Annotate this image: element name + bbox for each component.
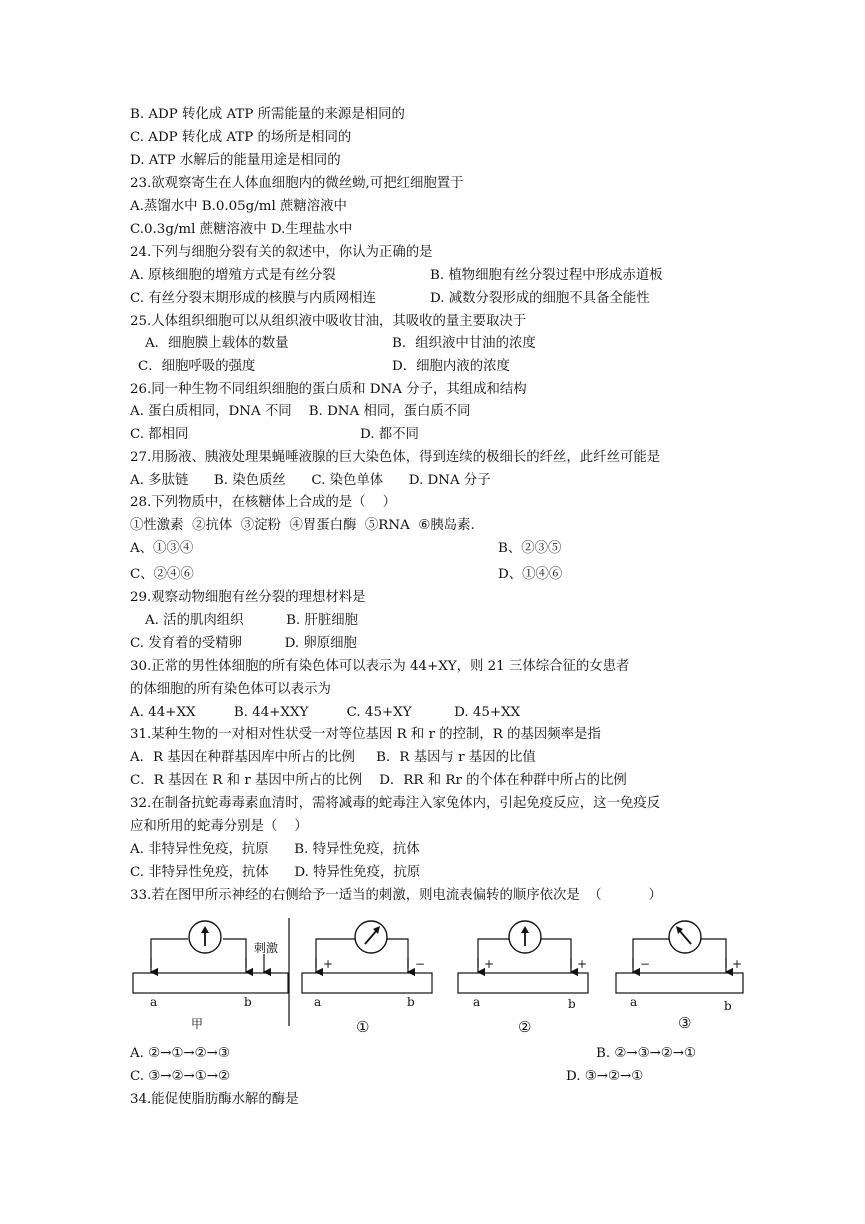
point-a-label: a bbox=[473, 995, 481, 1009]
panel-label-1: ① bbox=[356, 1018, 370, 1036]
point-b-label: b bbox=[568, 997, 576, 1011]
option-a: A. ②→①→②→③ bbox=[130, 1046, 230, 1061]
panel-label-2: ② bbox=[518, 1018, 532, 1036]
panel-1 bbox=[302, 921, 432, 1036]
question-30-cont: 的体细胞的所有染色体可以表示为 bbox=[130, 682, 331, 697]
item-list: ①性激素 ②抗体 ③淀粉 ④胃蛋白酶 ⑤RNA ⑥胰岛素. bbox=[130, 518, 475, 533]
plus-sign: + bbox=[323, 957, 334, 971]
point-a-label: a bbox=[314, 995, 322, 1009]
option-c: C. 都相同 bbox=[130, 427, 189, 442]
option-line: A. 非特异性免疫，抗原 B. 特异性免疫，抗体 bbox=[130, 842, 420, 857]
option-line: D. ATP 水解后的能量用途是相同的 bbox=[130, 153, 341, 168]
question-23: 23.欲观察寄生在人体血细胞内的微丝蚴,可把红细胞置于 bbox=[130, 176, 464, 191]
question-30: 30.正常的男性体细胞的所有染色体可以表示为 44+XY，则 21 三体综合征的女患者 bbox=[130, 659, 630, 674]
question-27: 27.用肠液、胰液处理果蝇唾液腺的巨大染色体，得到连续的极细长的纤丝，此纤丝可能是 bbox=[130, 450, 661, 465]
option-d: D. ③→②→① bbox=[566, 1069, 644, 1084]
panel-jia bbox=[133, 921, 288, 1031]
option-c: C. 有丝分裂末期形成的核膜与内质网相连 bbox=[130, 291, 376, 306]
option-b: B. 植物细胞有丝分裂过程中形成赤道板 bbox=[430, 268, 663, 283]
option-line: C.0.3g/ml 蔗糖溶液中 D.生理盐水中 bbox=[130, 222, 353, 237]
point-b-label: b bbox=[407, 995, 415, 1009]
question-34: 34.能促使脂肪酶水解的酶是 bbox=[130, 1092, 299, 1107]
option-line: C. 非特异性免疫，抗体 D. 特异性免疫，抗原 bbox=[130, 865, 421, 880]
option-line: A. 活的肌肉组织 B. 肝脏细胞 bbox=[145, 613, 359, 628]
option-line: C．R 基因在 R 和 r 基因中所占的比例 D．RR 和 Rr 的个体在种群中所占的比例 bbox=[130, 773, 627, 788]
plus-sign: + bbox=[484, 957, 495, 971]
panel-2 bbox=[458, 921, 588, 1036]
option-a: A、①③④ bbox=[130, 541, 194, 556]
option-d: D. 都不同 bbox=[360, 427, 419, 442]
question-31: 31.某种生物的一对相对性状受一对等位基因 R 和 r 的控制，R 的基因频率是指 bbox=[130, 727, 601, 742]
option-d: D、①④⑥ bbox=[498, 567, 563, 582]
option-c: C. ③→②→①→② bbox=[130, 1069, 230, 1084]
option-a: A．细胞膜上载体的数量 bbox=[145, 336, 289, 351]
point-a-label: a bbox=[630, 995, 638, 1009]
question-32: 32.在制备抗蛇毒毒素血清时，需将减毒的蛇毒注入家兔体内，引起免疫反应，这一免疫反 bbox=[130, 796, 661, 811]
option-line: A. 44+XX B. 44+XXY C. 45+XY D. 45+XX bbox=[130, 705, 521, 720]
question-28: 28.下列物质中，在核糖体上合成的是（ ） bbox=[130, 495, 396, 510]
option-a: A. 原核细胞的增殖方式是有丝分裂 bbox=[130, 268, 336, 283]
option-b: B、②③⑤ bbox=[498, 541, 562, 556]
option-line: C. 发育着的受精卵 D. 卵原细胞 bbox=[130, 636, 357, 651]
question-29: 29.观察动物细胞有丝分裂的理想材料是 bbox=[130, 590, 366, 605]
minus-sign: − bbox=[415, 957, 426, 971]
panel-3 bbox=[616, 921, 743, 1032]
option-line: A.蒸馏水中 B.0.05g/ml 蔗糖溶液中 bbox=[130, 199, 347, 214]
option-line: A. 蛋白质相同，DNA 不同 B. DNA 相同，蛋白质不同 bbox=[130, 404, 471, 419]
option-line: A. 多肽链 B. 染色质丝 C. 染色单体 D. DNA 分子 bbox=[130, 473, 491, 488]
question-26: 26.同一种生物不同组织细胞的蛋白质和 DNA 分子，其组成和结构 bbox=[130, 382, 527, 397]
option-line: C. ADP 转化成 ATP 的场所是相同的 bbox=[130, 130, 352, 145]
option-line: A．R 基因在种群基因库中所占的比例 B．R 基因与 r 基因的比值 bbox=[130, 750, 536, 765]
option-line: B. ADP 转化成 ATP 所需能量的来源是相同的 bbox=[130, 107, 405, 122]
point-b-label: b bbox=[724, 999, 732, 1013]
panel-label-jia: 甲 bbox=[191, 1017, 204, 1031]
question-25: 25.人体组织细胞可以从组织液中吸收甘油，其吸收的量主要取决于 bbox=[130, 314, 527, 329]
question-33: 33.若在图甲所示神经的右侧给予一适当的刺激，则电流表偏转的顺序依次是 （ ） bbox=[130, 888, 662, 903]
stimulus-label: 刺激 bbox=[254, 941, 279, 955]
point-a-label: a bbox=[150, 995, 158, 1009]
option-d: D. 减数分裂形成的细胞不具备全能性 bbox=[430, 291, 650, 306]
option-d: D．细胞内液的浓度 bbox=[392, 359, 510, 374]
plus-sign: + bbox=[577, 957, 588, 971]
plus-sign: + bbox=[732, 957, 743, 971]
option-b: B．组织液中甘油的浓度 bbox=[392, 336, 536, 351]
minus-sign: − bbox=[640, 957, 651, 971]
panel-label-3: ③ bbox=[678, 1014, 692, 1032]
option-c: C．细胞呼吸的强度 bbox=[138, 359, 256, 374]
question-32-cont: 应和所用的蛇毒分别是（ ） bbox=[130, 819, 308, 834]
point-b-label: b bbox=[244, 995, 252, 1009]
option-b: B. ②→③→②→① bbox=[596, 1046, 697, 1061]
option-c: C、②④⑥ bbox=[130, 567, 194, 582]
question-24: 24.下列与细胞分裂有关的叙述中，你认为正确的是 bbox=[130, 245, 433, 260]
nerve-galvanometer-figure bbox=[128, 918, 768, 1042]
